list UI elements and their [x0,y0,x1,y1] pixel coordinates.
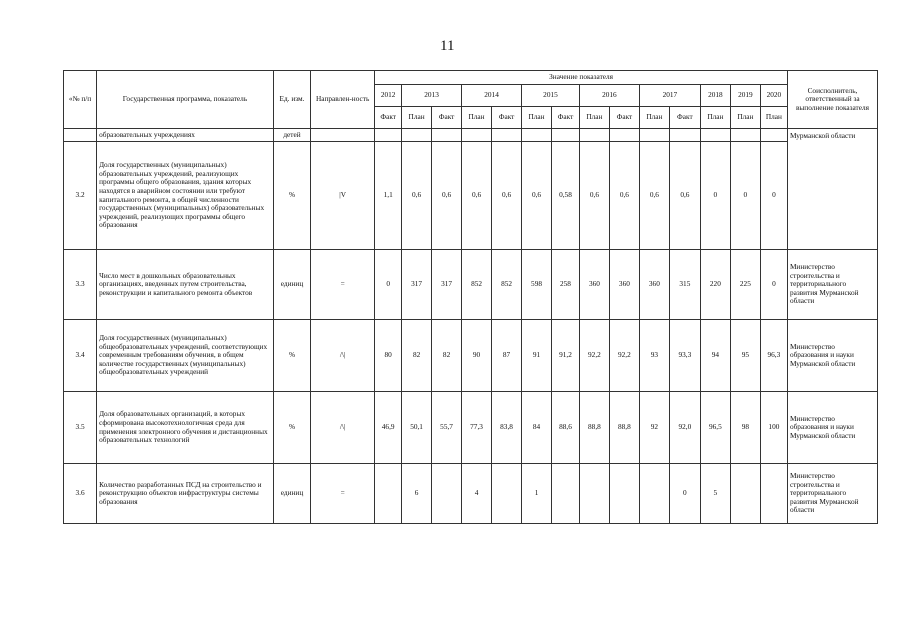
row-value: 598 [522,250,552,320]
row-value: 83,8 [492,392,522,464]
header-program: Государственная программа, показатель [97,71,274,129]
header-values: Значение показателя [375,71,788,85]
subcol-header: План [700,107,730,129]
row-value [730,464,760,524]
table-row [64,142,878,250]
year-header: 2014 [462,85,522,107]
table-row [64,250,878,320]
indicators-table [63,70,878,524]
row-no: 3.2 [64,142,97,250]
row-value: 360 [579,250,609,320]
row-no: 3.6 [64,464,97,524]
year-header: 2016 [579,85,639,107]
row-value [462,129,492,142]
row-name: Доля образовательных организаций, в которых сформирована высокотехнологичная среда для применения электронного обучения и дистанционных образовательных технологий [97,392,274,464]
row-value: 317 [432,250,462,320]
subcol-header: План [639,107,669,129]
row-name: Доля государственных (муниципальных) общеобразовательных учреждений, соответствующих современным требованиям обучения, в общем количестве государственных (муниципальных) общеобразовательных учреждений [97,320,274,392]
row-value: 225 [730,250,760,320]
row-responsible: Министерство строительства и территориального развития Мурманской области [787,250,877,320]
row-direction: = [311,250,375,320]
row-value: 0,6 [669,142,700,250]
row-value [492,464,522,524]
row-value [522,129,552,142]
row-value: 96,3 [760,320,787,392]
row-responsible: Министерство образования и науки Мурманской области [787,392,877,464]
row-name: Число мест в дошкольных образовательных организациях, введенных путем строительства, реконструкции и капитального ремонта объектов [97,250,274,320]
row-no: 3.3 [64,250,97,320]
row-value [760,129,787,142]
row-value: 50,1 [402,392,432,464]
row-unit: единиц [273,464,310,524]
row-value [552,464,580,524]
row-responsible: Министерство образования и науки Мурманской области [787,320,877,392]
row-value: 0,6 [579,142,609,250]
row-direction: /\| [311,392,375,464]
row-value: 0 [669,464,700,524]
row-value: 92,2 [579,320,609,392]
row-value: 0 [730,142,760,250]
row-value: 84 [522,392,552,464]
row-value: 92,2 [609,320,639,392]
year-header: 2017 [639,85,700,107]
row-value: 0,6 [462,142,492,250]
row-unit: % [273,392,310,464]
row-value [402,129,432,142]
row-value [760,464,787,524]
row-value: 82 [402,320,432,392]
row-no [64,129,97,142]
table-row [64,129,878,142]
row-value [432,129,462,142]
row-value [492,129,522,142]
row-value: 87 [492,320,522,392]
row-value: 91,2 [552,320,580,392]
row-direction: = [311,464,375,524]
header-responsible: Соисполнитель, ответственный за выполнение показателя [787,71,877,129]
row-value: 88,8 [609,392,639,464]
row-value: 852 [462,250,492,320]
row-value [609,129,639,142]
row-value: 0 [760,250,787,320]
subcol-header: План [402,107,432,129]
row-value: 88,6 [552,392,580,464]
row-unit: единиц [273,250,310,320]
row-value: 0,6 [402,142,432,250]
row-unit: % [273,142,310,250]
subcol-header: План [730,107,760,129]
row-value: 0 [700,142,730,250]
row-unit: детей [273,129,310,142]
table-row [64,320,878,392]
table-row [64,464,878,524]
subcol-header: План [522,107,552,129]
row-value [730,129,760,142]
subcol-header: Факт [432,107,462,129]
row-name: Количество разработанных ПСД на строительство и реконструкцию объектов инфраструктуры системы образования [97,464,274,524]
row-name: Доля государственных (муниципальных) образовательных учреждений, реализующих программы общего образования, здания которых находятся в аварийном состоянии или требуют капитального ремонта, в общей численности государственных (муниципальных) образовательных учреждений, реализующих программы общего образования [97,142,274,250]
row-value: 360 [639,250,669,320]
subcol-header: Факт [375,107,402,129]
row-value: 100 [760,392,787,464]
subcol-header: Факт [669,107,700,129]
subcol-header: План [760,107,787,129]
row-value: 0 [760,142,787,250]
row-value: 90 [462,320,492,392]
subcol-header: Факт [552,107,580,129]
subcol-header: План [579,107,609,129]
year-header: 2013 [402,85,462,107]
page-number: 11 [440,38,455,54]
row-value [609,464,639,524]
row-value: 0,58 [552,142,580,250]
row-value: 317 [402,250,432,320]
row-value: 258 [552,250,580,320]
row-direction: |V [311,142,375,250]
row-value [432,464,462,524]
row-value [375,129,402,142]
row-value [375,464,402,524]
header-no: «№ п/п [64,71,97,129]
row-no: 3.4 [64,320,97,392]
year-header: 2012 [375,85,402,107]
year-header: 2015 [522,85,580,107]
row-value: 220 [700,250,730,320]
row-responsible: Мурманской области [787,129,877,250]
row-value [639,129,669,142]
row-value [579,464,609,524]
row-direction: /\| [311,320,375,392]
row-value: 0,6 [492,142,522,250]
row-responsible: Министерство строительства и территориального развития Мурманской области [787,464,877,524]
row-value: 360 [609,250,639,320]
row-value: 0 [375,250,402,320]
row-value: 92 [639,392,669,464]
row-value: 95 [730,320,760,392]
row-value: 96,5 [700,392,730,464]
subcol-header: Факт [609,107,639,129]
row-direction [311,129,375,142]
row-value [552,129,580,142]
row-value: 0,6 [609,142,639,250]
row-value: 5 [700,464,730,524]
row-value [700,129,730,142]
row-value: 93 [639,320,669,392]
year-header: 2020 [760,85,787,107]
row-value: 315 [669,250,700,320]
table-row [64,392,878,464]
row-value [639,464,669,524]
year-header: 2018 [700,85,730,107]
row-value: 77,3 [462,392,492,464]
row-value [669,129,700,142]
row-value: 91 [522,320,552,392]
row-value: 93,3 [669,320,700,392]
subcol-header: Факт [492,107,522,129]
row-value: 1,1 [375,142,402,250]
row-value: 4 [462,464,492,524]
row-no: 3.5 [64,392,97,464]
header-direction: Направлен-ность [311,71,375,129]
header-unit: Ед. изм. [273,71,310,129]
row-value: 852 [492,250,522,320]
row-value: 92,0 [669,392,700,464]
row-value: 98 [730,392,760,464]
row-unit: % [273,320,310,392]
row-value: 82 [432,320,462,392]
row-value: 46,9 [375,392,402,464]
row-value: 0,6 [639,142,669,250]
row-value: 55,7 [432,392,462,464]
row-value: 0,6 [522,142,552,250]
row-value: 6 [402,464,432,524]
year-header: 2019 [730,85,760,107]
row-value [579,129,609,142]
subcol-header: План [462,107,492,129]
row-value: 0,6 [432,142,462,250]
row-name: образовательных учреждениях [97,129,274,142]
row-value: 80 [375,320,402,392]
row-value: 88,8 [579,392,609,464]
row-value: 94 [700,320,730,392]
row-value: 1 [522,464,552,524]
